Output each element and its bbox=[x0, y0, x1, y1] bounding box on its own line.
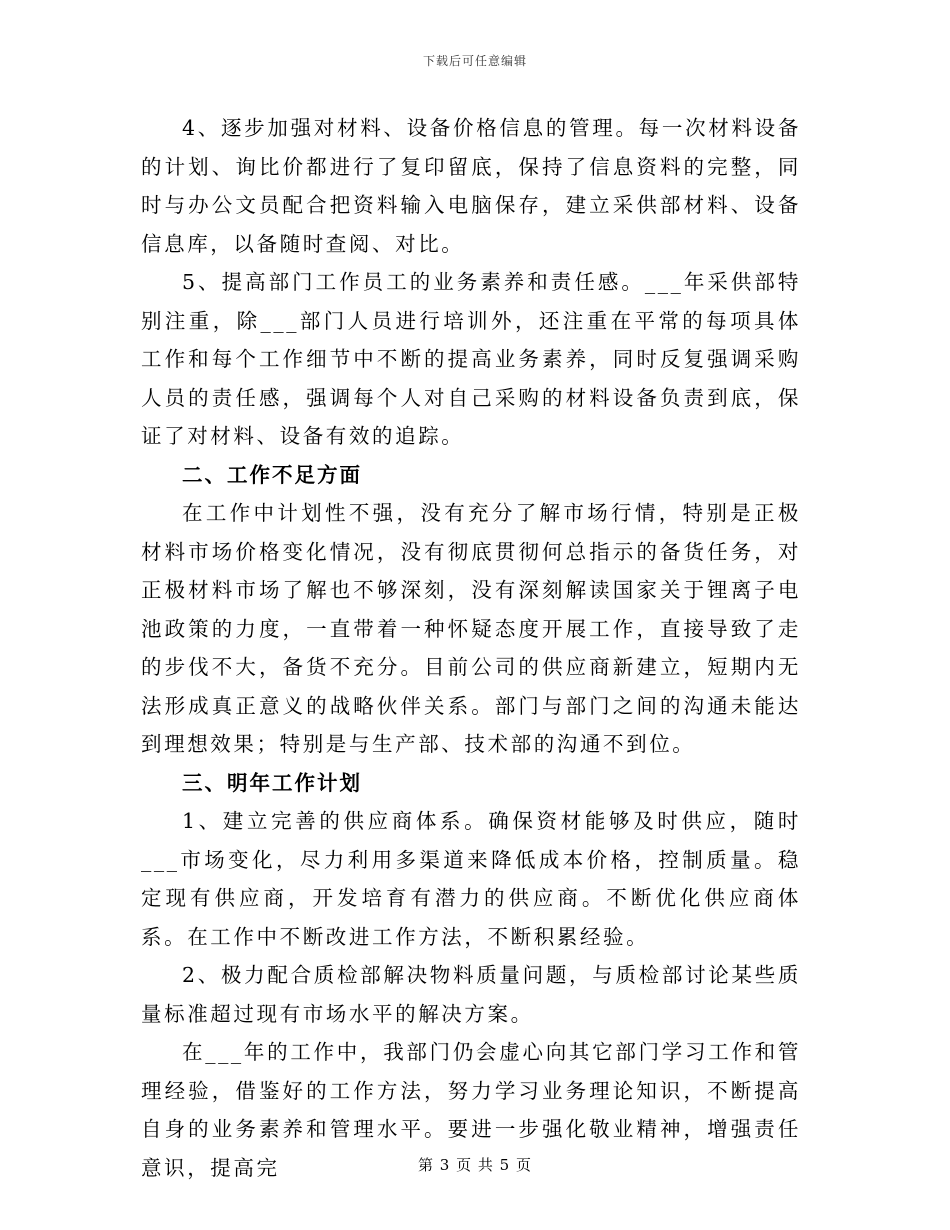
document-body bbox=[141, 109, 801, 1187]
section-heading-next-year-plan: 三、明年工作计划 bbox=[182, 770, 362, 795]
section-heading-shortcomings: 二、工作不足方面 bbox=[182, 462, 362, 487]
paragraph-closing: 在___年的工作中，我部门仍会虚心向其它部门学习工作和管理经验，借鉴好的工作方法，努力学习业务理论知识，不断提高自身的业务素养和管理水平。要进一步强化敬业精神，增强责任意识，提高完 bbox=[141, 1040, 801, 1180]
paragraph-staff-quality: 5、提高部门工作员工的业务素养和责任感。___年采供部特别注重，除___部门人员进行培训外，还注重在平常的每项具体工作和每个工作细节中不断的提高业务素养，同时反复强调采购人员的责任感，强调每个人对自己采购的材料设备负责到底，保证了对材料、设备有效的追踪。 bbox=[141, 270, 801, 448]
page-number-footer: 第 3 页 共 5 页 bbox=[418, 1156, 532, 1174]
page-header-note: 下载后可任意编辑 bbox=[422, 54, 527, 68]
paragraph-price-info-management: 4、逐步加强对材料、设备价格信息的管理。每一次材料设备的计划、询比价都进行了复印留底，保持了信息资料的完整，同时与办公文员配合把资料输入电脑保存，建立采供部材料、设备信息库，以备随时查阅、对比。 bbox=[141, 116, 801, 256]
paragraph-shortcomings: 在工作中计划性不强，没有充分了解市场行情，特别是正极材料市场价格变化情况，没有彻底贯彻何总指示的备货任务，对正极材料市场了解也不够深刻，没有深刻解读国家关于锂离子电池政策的力度，一直带着一种怀疑态度开展工作，直接导致了走的步伐不大，备货不充分。目前公司的供应商新建立，短期内无法形成真正意义的战略伙伴关系。部门与部门之间的沟通未能达到理想效果；特别是与生产部、技术部的沟通不到位。 bbox=[141, 501, 801, 756]
paragraph-quality-cooperation: 2、极力配合质检部解决物料质量问题，与质检部讨论某些质量标准超过现有市场水平的解决方案。 bbox=[141, 963, 801, 1026]
paragraph-supplier-system: 1、建立完善的供应商体系。确保资材能够及时供应，随时___市场变化，尽力利用多渠道来降低成本价格，控制质量。稳定现有供应商，开发培育有潜力的供应商。不断优化供应商体系。在工作中不断改进工作方法，不断积累经验。 bbox=[141, 809, 801, 949]
